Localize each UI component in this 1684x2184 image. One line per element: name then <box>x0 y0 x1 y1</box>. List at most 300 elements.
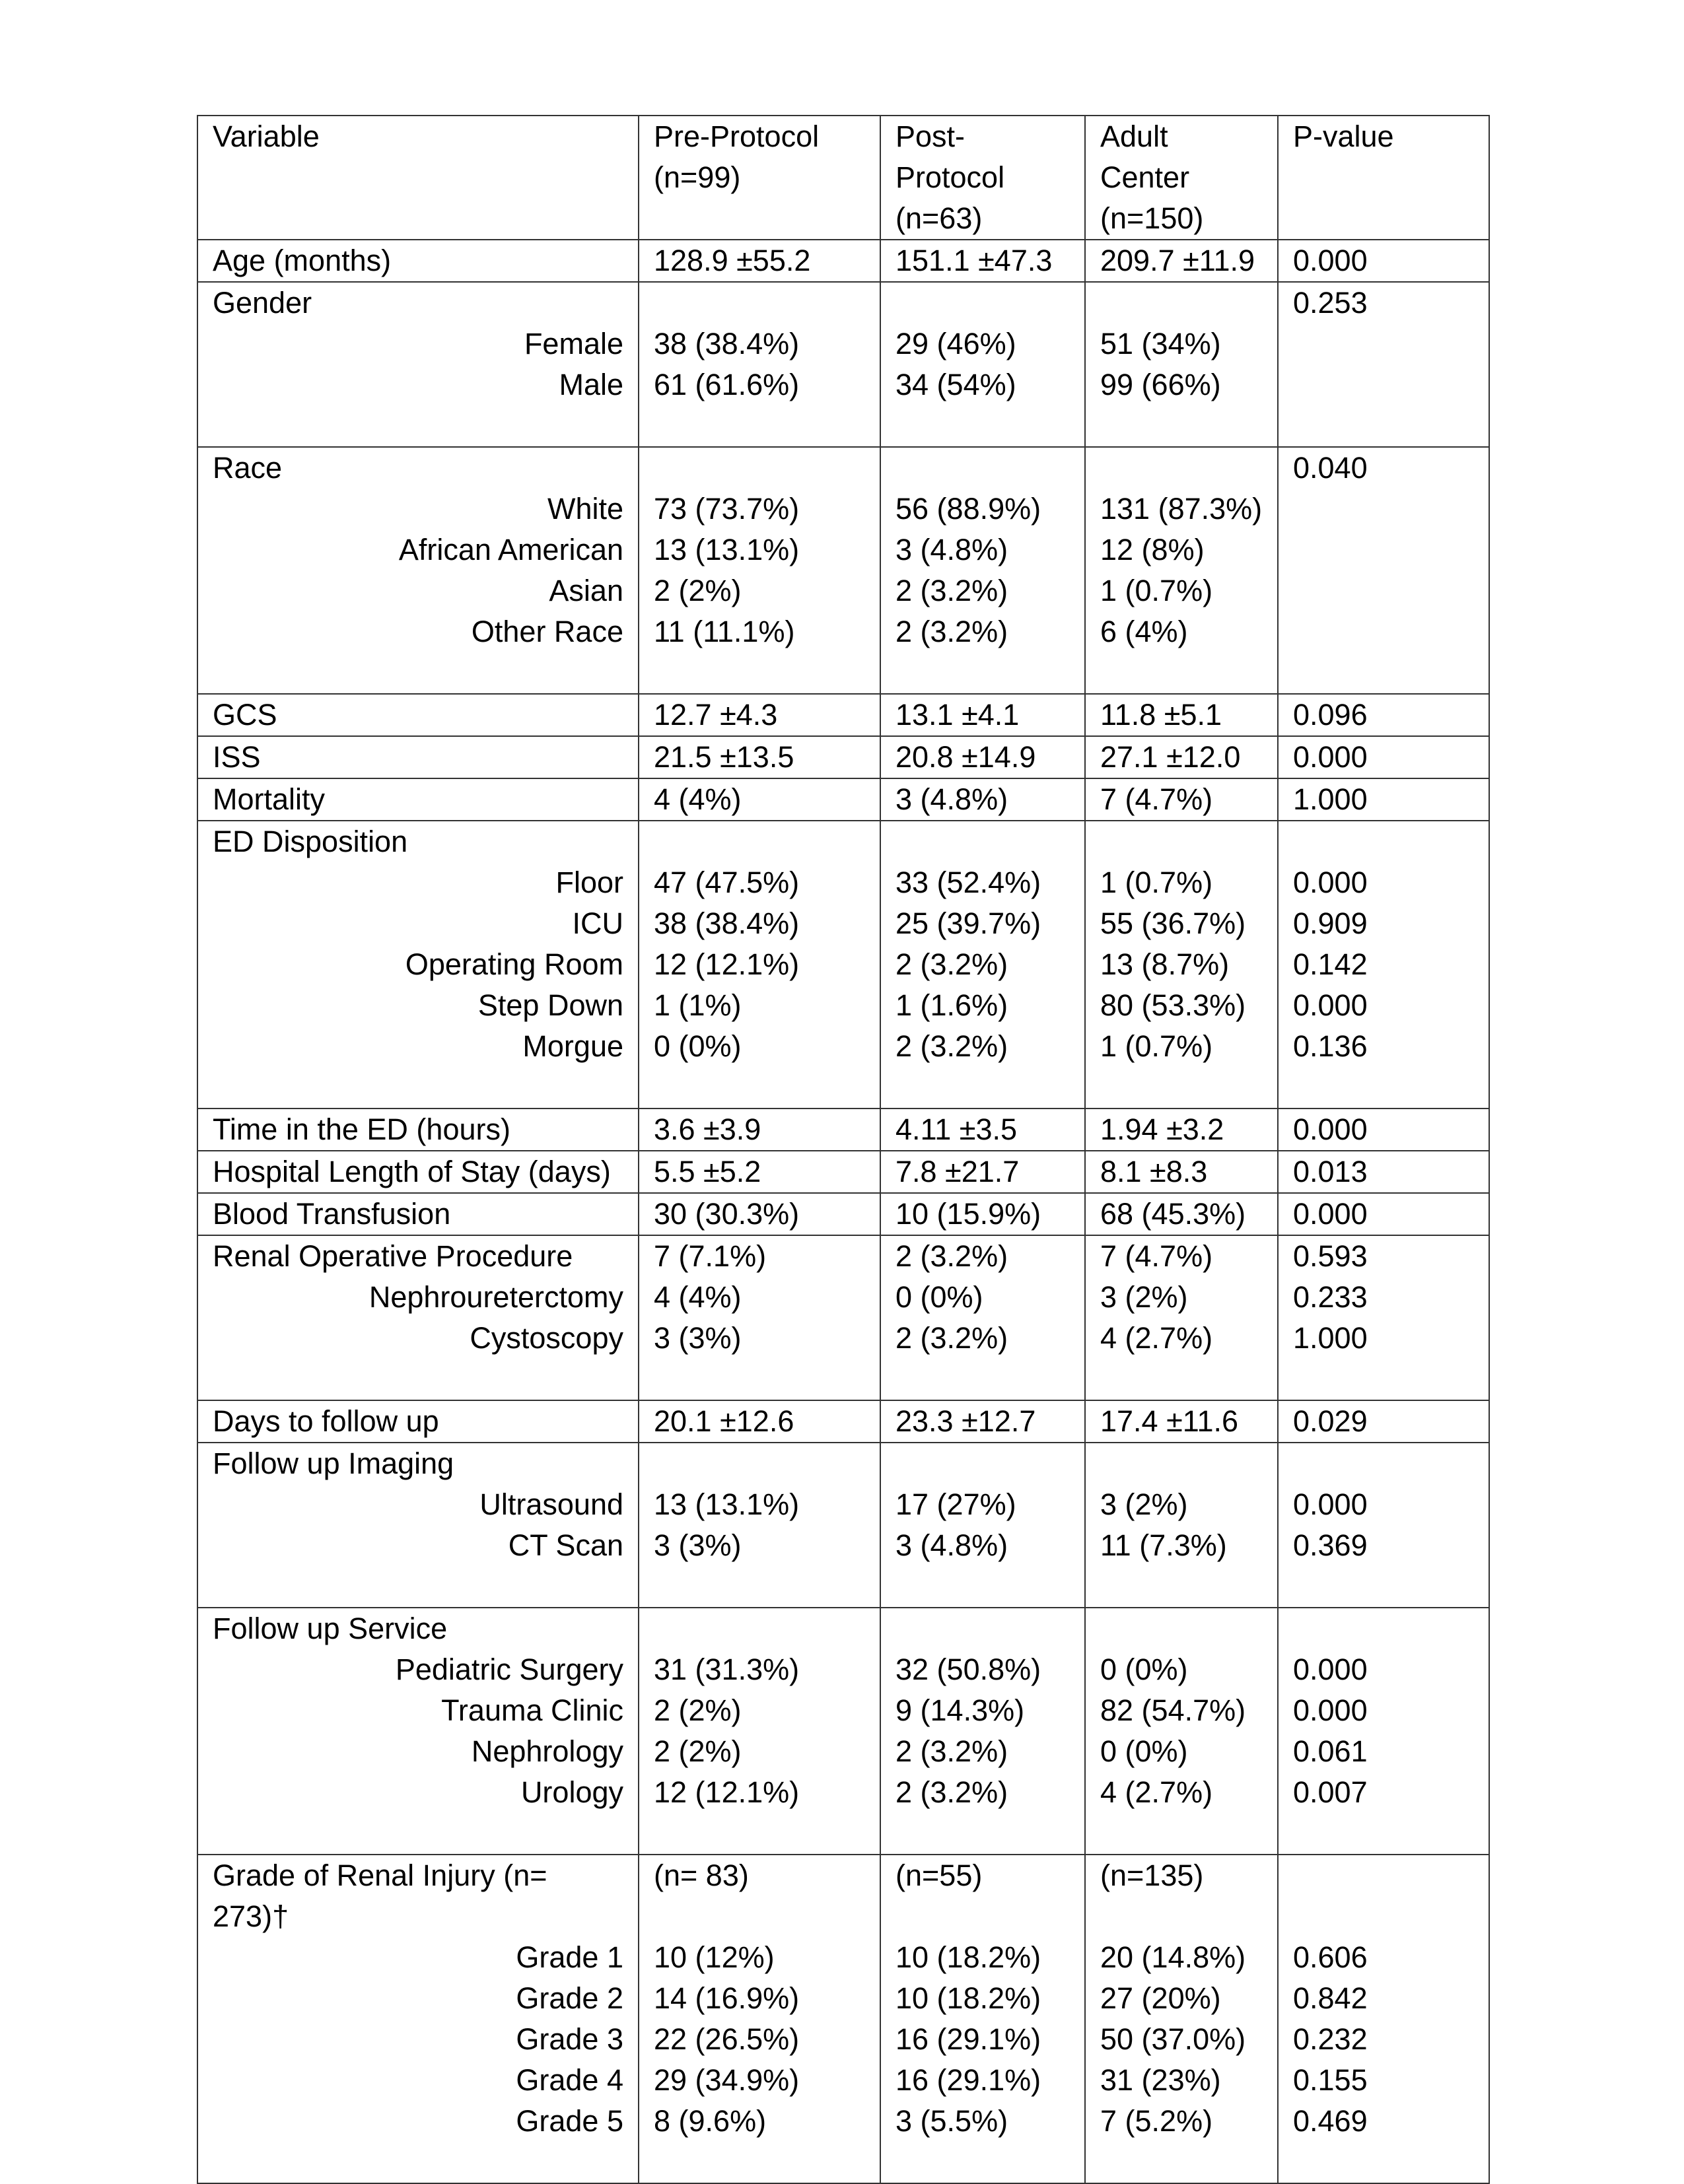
row-value: 0.253 <box>1293 286 1368 320</box>
sub-row-value: 1 (0.7%) <box>1100 866 1213 899</box>
row-value: 12.7 ±4.3 <box>654 698 778 732</box>
row-value <box>654 283 865 324</box>
sub-row-value: 12 (12.1%) <box>654 1775 800 1809</box>
value-cell-p <box>1278 447 1489 694</box>
value-cell-p <box>1278 694 1489 736</box>
sub-row-value: 2 (2%) <box>654 1734 742 1768</box>
sub-row-value <box>1293 364 1474 405</box>
row-value <box>895 1608 1070 1649</box>
sub-row-value: 14 (16.9%) <box>654 1981 800 2015</box>
sub-row-label: Asian <box>549 574 623 607</box>
value-cell-p <box>1278 821 1489 1109</box>
value-cell-p <box>1278 1235 1489 1400</box>
row-label: Days to follow up <box>213 1404 439 1438</box>
sub-row-label: Grade 1 <box>516 1940 623 1974</box>
value-cell-p <box>1278 1109 1489 1151</box>
sub-row-value: 38 (38.4%) <box>654 327 800 360</box>
sub-row-value: 22 (26.5%) <box>654 2022 800 2056</box>
sub-row-value: 1 (0.7%) <box>1100 1029 1213 1063</box>
sub-row-label: Operating Room <box>405 947 623 981</box>
row-label-cell <box>197 447 639 694</box>
row-value <box>1293 821 1474 862</box>
value-cell-adult <box>1085 1608 1278 1855</box>
sub-row-value: 73 (73.7%) <box>654 492 800 526</box>
spacer <box>213 2142 623 2183</box>
sub-row-label: African American <box>398 533 623 566</box>
sub-row-value: 55 (36.7%) <box>1100 906 1246 940</box>
row-value: 2 (3.2%) <box>895 1239 1008 1273</box>
spacer <box>895 1813 1070 1854</box>
sub-row-label: Grade 4 <box>516 2063 623 2097</box>
row-label: Age (months) <box>213 244 392 277</box>
row-value: 3.6 ±3.9 <box>654 1112 761 1146</box>
spacer <box>895 1067 1070 1108</box>
spacer <box>213 1813 623 1854</box>
sub-row-value: 1 (0.7%) <box>1100 574 1213 607</box>
value-cell-pre <box>639 736 880 778</box>
sub-row-value: 0.061 <box>1293 1734 1368 1768</box>
sub-row-value: 2 (3.2%) <box>895 1029 1008 1063</box>
row-label-cell <box>197 1193 639 1235</box>
sub-row-label: Step Down <box>477 988 623 1022</box>
table-row <box>197 1400 1489 1443</box>
value-cell-post <box>880 240 1085 282</box>
sub-row-value: 80 (53.3%) <box>1100 988 1246 1022</box>
sub-row-value <box>1293 611 1474 652</box>
row-value: 27.1 ±12.0 <box>1100 740 1241 774</box>
sub-row-value: 9 (14.3%) <box>895 1693 1025 1727</box>
row-value: 0.013 <box>1293 1155 1368 1188</box>
row-value: (n=135) <box>1100 1859 1204 1892</box>
row-value <box>1100 1608 1263 1649</box>
sub-row-value: 38 (38.4%) <box>654 906 800 940</box>
spacer <box>895 1896 1070 1937</box>
value-cell-pre <box>639 1151 880 1193</box>
spacer <box>213 1067 623 1108</box>
value-cell-post <box>880 1235 1085 1400</box>
spacer <box>1293 1896 1474 1937</box>
spacer <box>895 1566 1070 1607</box>
row-value: 13.1 ±4.1 <box>895 698 1020 732</box>
sub-row-label: Other Race <box>471 615 623 648</box>
row-value <box>654 821 865 862</box>
spacer <box>1100 1359 1263 1400</box>
row-label-cell <box>197 282 639 447</box>
row-value: 11.8 ±5.1 <box>1100 698 1222 732</box>
spacer <box>1293 1359 1474 1400</box>
sub-row-value: 51 (34%) <box>1100 327 1221 360</box>
row-value: 21.5 ±13.5 <box>654 740 794 774</box>
row-value <box>1293 1443 1474 1484</box>
spacer <box>1293 1566 1474 1607</box>
value-cell-adult <box>1085 821 1278 1109</box>
sub-row-value: 50 (37.0%) <box>1100 2022 1246 2056</box>
spacer <box>654 2142 865 2183</box>
sub-row-value: 0 (0%) <box>895 1280 983 1314</box>
sub-row-value <box>1293 570 1474 611</box>
row-value <box>1293 1608 1474 1649</box>
row-label-cell <box>197 1855 639 2183</box>
sub-row-value: 3 (2%) <box>1100 1487 1188 1521</box>
value-cell-post <box>880 447 1085 694</box>
sub-row-value: 13 (13.1%) <box>654 1487 800 1521</box>
spacer <box>213 1566 623 1607</box>
row-value: 68 (45.3%) <box>1100 1197 1246 1231</box>
row-value <box>654 1443 865 1484</box>
sub-row-label: Nephrology <box>471 1734 623 1768</box>
sub-row-value: 27 (20%) <box>1100 1981 1221 2015</box>
row-label-cell <box>197 1235 639 1400</box>
row-value: (n= 83) <box>654 1859 749 1892</box>
sub-row-value: 2 (3.2%) <box>895 1734 1008 1768</box>
row-label-cell <box>197 821 639 1109</box>
sub-row-value: 0.007 <box>1293 1775 1368 1809</box>
sub-row-value: 47 (47.5%) <box>654 866 800 899</box>
row-label: Follow up Service <box>213 1612 448 1645</box>
sub-row-label: White <box>547 492 623 526</box>
sub-row-value <box>1293 529 1474 570</box>
sub-row-value: 0.842 <box>1293 1981 1368 2015</box>
value-cell-post <box>880 282 1085 447</box>
value-cell-p <box>1278 1443 1489 1608</box>
row-label: Gender <box>213 286 312 320</box>
sub-row-value: 0.369 <box>1293 1528 1368 1562</box>
spacer <box>895 652 1070 693</box>
row-label: Renal Operative Procedure <box>213 1239 573 1273</box>
sub-row-label: Grade 5 <box>516 2104 623 2138</box>
row-label: 273)† <box>213 1899 289 1933</box>
table-row <box>197 1855 1489 2183</box>
sub-row-label: Female <box>524 327 623 360</box>
row-label: Follow up Imaging <box>213 1447 454 1480</box>
header-cell <box>639 116 880 240</box>
row-value: 151.1 ±47.3 <box>895 244 1053 277</box>
table-row <box>197 1608 1489 1855</box>
spacer <box>1293 405 1474 446</box>
row-value: 0.000 <box>1293 740 1368 774</box>
sub-row-label: Cystoscopy <box>470 1321 623 1355</box>
sub-row-value: 10 (12%) <box>654 1940 775 1974</box>
header-cell <box>1085 116 1278 240</box>
row-value: 20.8 ±14.9 <box>895 740 1036 774</box>
value-cell-pre <box>639 1443 880 1608</box>
table-row <box>197 694 1489 736</box>
header-cell <box>1278 116 1489 240</box>
data-table <box>197 115 1490 2184</box>
value-cell-adult <box>1085 1400 1278 1443</box>
table-row <box>197 821 1489 1109</box>
sub-row-value: 3 (5.5%) <box>895 2104 1008 2138</box>
sub-row-value: 0.142 <box>1293 947 1368 981</box>
sub-row-value: 2 (3.2%) <box>895 947 1008 981</box>
sub-row-label: Male <box>559 368 623 401</box>
sub-row-label: Grade 3 <box>516 2022 623 2056</box>
value-cell-p <box>1278 1400 1489 1443</box>
sub-row-value: 0 (0%) <box>1100 1653 1188 1686</box>
sub-row-value: 99 (66%) <box>1100 368 1221 401</box>
header-text: P-value <box>1293 119 1394 153</box>
row-value: 0.000 <box>1293 244 1368 277</box>
header-text: Adult <box>1100 119 1168 153</box>
row-value <box>895 448 1070 489</box>
sub-row-value: 20 (14.8%) <box>1100 1940 1246 1974</box>
spacer <box>1293 2142 1474 2183</box>
sub-row-value: 1 (1%) <box>654 988 742 1022</box>
value-cell-adult <box>1085 447 1278 694</box>
spacer <box>1100 1566 1263 1607</box>
row-value: 20.1 ±12.6 <box>654 1404 794 1438</box>
sub-row-value: 4 (2.7%) <box>1100 1321 1213 1355</box>
row-label: ED Disposition <box>213 825 408 858</box>
spacer <box>213 652 623 693</box>
sub-row-value: 25 (39.7%) <box>895 906 1041 940</box>
row-value: 1.000 <box>1293 782 1368 816</box>
table-row <box>197 736 1489 778</box>
row-value <box>1293 1855 1474 1896</box>
value-cell-post <box>880 1400 1085 1443</box>
row-value: 128.9 ±55.2 <box>654 244 811 277</box>
row-label-cell <box>197 694 639 736</box>
row-value <box>895 821 1070 862</box>
value-cell-pre <box>639 1235 880 1400</box>
sub-row-value: 3 (4.8%) <box>895 533 1008 566</box>
sub-row-value: 4 (2.7%) <box>1100 1775 1213 1809</box>
value-cell-p <box>1278 282 1489 447</box>
sub-row-value: 2 (2%) <box>654 574 742 607</box>
value-cell-pre <box>639 1608 880 1855</box>
value-cell-adult <box>1085 1855 1278 2183</box>
sub-row-value: 33 (52.4%) <box>895 866 1041 899</box>
spacer <box>654 1067 865 1108</box>
value-cell-pre <box>639 778 880 821</box>
sub-row-value: 61 (61.6%) <box>654 368 800 401</box>
row-value: 0.096 <box>1293 698 1368 732</box>
row-label: ISS <box>213 740 261 774</box>
spacer <box>895 1359 1070 1400</box>
value-cell-adult <box>1085 736 1278 778</box>
value-cell-pre <box>639 447 880 694</box>
value-cell-post <box>880 736 1085 778</box>
table-row <box>197 1443 1489 1608</box>
header-text: (n=63) <box>895 201 983 235</box>
row-value: 1.94 ±3.2 <box>1100 1112 1224 1146</box>
spacer <box>1100 652 1263 693</box>
row-value: 4.11 ±3.5 <box>895 1112 1017 1146</box>
value-cell-post <box>880 694 1085 736</box>
row-value: 7 (4.7%) <box>1100 1239 1213 1273</box>
sub-row-value: 0.000 <box>1293 1693 1368 1727</box>
sub-row-label: Grade 2 <box>516 1981 623 2015</box>
spacer <box>1100 1813 1263 1854</box>
row-value: 5.5 ±5.2 <box>654 1155 761 1188</box>
spacer <box>213 405 623 446</box>
value-cell-p <box>1278 1151 1489 1193</box>
value-cell-pre <box>639 694 880 736</box>
value-cell-post <box>880 1855 1085 2183</box>
sub-row-value: 29 (46%) <box>895 327 1016 360</box>
header-row <box>197 116 1489 240</box>
sub-row-value: 8 (9.6%) <box>654 2104 767 2138</box>
sub-row-value: 2 (2%) <box>654 1693 742 1727</box>
value-cell-adult <box>1085 778 1278 821</box>
value-cell-adult <box>1085 1443 1278 1608</box>
row-value: 4 (4%) <box>654 782 742 816</box>
sub-row-value: 0.000 <box>1293 988 1368 1022</box>
value-cell-adult <box>1085 1193 1278 1235</box>
spacer <box>654 1359 865 1400</box>
sub-row-value: 2 (3.2%) <box>895 1321 1008 1355</box>
row-label: Time in the ED (hours) <box>213 1112 510 1146</box>
sub-row-value: 13 (13.1%) <box>654 533 800 566</box>
row-value <box>1100 821 1263 862</box>
sub-row-value: 0 (0%) <box>1100 1734 1188 1768</box>
table-row <box>197 778 1489 821</box>
row-value: 7 (4.7%) <box>1100 782 1213 816</box>
table-row <box>197 1193 1489 1235</box>
row-value <box>654 1608 865 1649</box>
sub-row-value: 0.000 <box>1293 1487 1368 1521</box>
header-text: (n=150) <box>1100 201 1204 235</box>
row-value: 0.040 <box>1293 451 1368 485</box>
row-value: 23.3 ±12.7 <box>895 1404 1036 1438</box>
value-cell-p <box>1278 736 1489 778</box>
header-text: (n=99) <box>654 160 741 194</box>
table-row <box>197 1109 1489 1151</box>
row-value <box>1100 1443 1263 1484</box>
header-text: Protocol <box>895 160 1005 194</box>
header-text: Post- <box>895 119 965 153</box>
header-cell <box>880 116 1085 240</box>
sub-row-label: Floor <box>555 866 623 899</box>
sub-row-value: 7 (5.2%) <box>1100 2104 1213 2138</box>
value-cell-adult <box>1085 1109 1278 1151</box>
spacer <box>1293 652 1474 693</box>
row-value: 209.7 ±11.9 <box>1100 244 1255 277</box>
value-cell-pre <box>639 240 880 282</box>
value-cell-p <box>1278 1193 1489 1235</box>
sub-row-label: Urology <box>520 1775 623 1809</box>
row-label-cell <box>197 778 639 821</box>
row-label: Hospital Length of Stay (days) <box>213 1155 611 1188</box>
row-label-cell <box>197 736 639 778</box>
sub-row-value: 0.469 <box>1293 2104 1368 2138</box>
spacer <box>1100 2142 1263 2183</box>
row-label-cell <box>197 1608 639 1855</box>
sub-row-value: 10 (18.2%) <box>895 1981 1041 2015</box>
row-value: 3 (4.8%) <box>895 782 1008 816</box>
sub-row-value: 0.155 <box>1293 2063 1368 2097</box>
row-value: 8.1 ±8.3 <box>1100 1155 1208 1188</box>
spacer <box>1293 1067 1474 1108</box>
row-value: 0.000 <box>1293 1197 1368 1231</box>
value-cell-pre <box>639 1855 880 2183</box>
row-value <box>895 283 1070 324</box>
sub-row-label: Pediatric Surgery <box>395 1653 623 1686</box>
value-cell-post <box>880 1151 1085 1193</box>
spacer <box>1100 1067 1263 1108</box>
sub-row-label: Trauma Clinic <box>441 1693 623 1727</box>
value-cell-adult <box>1085 1151 1278 1193</box>
value-cell-p <box>1278 1608 1489 1855</box>
spacer <box>654 1896 865 1937</box>
row-label-cell <box>197 1400 639 1443</box>
value-cell-post <box>880 1109 1085 1151</box>
sub-row-value: 31 (23%) <box>1100 2063 1221 2097</box>
sub-row-value: 0.000 <box>1293 866 1368 899</box>
row-value: 10 (15.9%) <box>895 1197 1041 1231</box>
sub-row-value: 3 (4.8%) <box>895 1528 1008 1562</box>
spacer <box>654 1566 865 1607</box>
value-cell-adult <box>1085 282 1278 447</box>
value-cell-p <box>1278 1855 1489 2183</box>
header-cell <box>197 116 639 240</box>
spacer <box>1100 1896 1263 1937</box>
value-cell-p <box>1278 778 1489 821</box>
value-cell-adult <box>1085 1235 1278 1400</box>
spacer <box>1100 405 1263 446</box>
row-value: 17.4 ±11.6 <box>1100 1404 1239 1438</box>
value-cell-post <box>880 1443 1085 1608</box>
table-row <box>197 447 1489 694</box>
spacer <box>654 652 865 693</box>
sub-row-value: 34 (54%) <box>895 368 1016 401</box>
row-value <box>654 448 865 489</box>
value-cell-pre <box>639 821 880 1109</box>
sub-row-value: 2 (3.2%) <box>895 1775 1008 1809</box>
row-value: 30 (30.3%) <box>654 1197 800 1231</box>
spacer <box>213 1359 623 1400</box>
row-label: Blood Transfusion <box>213 1197 451 1231</box>
header-text: Variable <box>213 119 320 153</box>
sub-row-value: 6 (4%) <box>1100 615 1188 648</box>
sub-row-value: 12 (12.1%) <box>654 947 800 981</box>
row-value: 7 (7.1%) <box>654 1239 767 1273</box>
value-cell-pre <box>639 1109 880 1151</box>
sub-row-value: 16 (29.1%) <box>895 2022 1041 2056</box>
row-label-cell <box>197 240 639 282</box>
sub-row-value: 0 (0%) <box>654 1029 742 1063</box>
sub-row-value: 0.909 <box>1293 906 1368 940</box>
value-cell-post <box>880 778 1085 821</box>
sub-row-value: 2 (3.2%) <box>895 615 1008 648</box>
sub-row-value <box>1293 324 1474 364</box>
row-value: 7.8 ±21.7 <box>895 1155 1020 1188</box>
sub-row-value: 10 (18.2%) <box>895 1940 1041 1974</box>
row-label-cell <box>197 1443 639 1608</box>
spacer <box>1293 1813 1474 1854</box>
sub-row-value: 11 (7.3%) <box>1100 1528 1227 1562</box>
table-row <box>197 1235 1489 1400</box>
sub-row-value: 4 (4%) <box>654 1280 742 1314</box>
sub-row-value: 56 (88.9%) <box>895 492 1041 526</box>
sub-row-value: 0.136 <box>1293 1029 1368 1063</box>
sub-row-value: 131 (87.3%) <box>1100 492 1263 526</box>
sub-row-value: 0.000 <box>1293 1653 1368 1686</box>
row-label-cell <box>197 1109 639 1151</box>
sub-row-value: 29 (34.9%) <box>654 2063 800 2097</box>
sub-row-value: 17 (27%) <box>895 1487 1016 1521</box>
row-label: GCS <box>213 698 277 732</box>
row-value <box>1100 448 1263 489</box>
row-label: Grade of Renal Injury (n= <box>213 1859 547 1892</box>
header-text: Pre-Protocol <box>654 119 820 153</box>
sub-row-value: 16 (29.1%) <box>895 2063 1041 2097</box>
sub-row-value: 3 (3%) <box>654 1321 742 1355</box>
row-value <box>895 1443 1070 1484</box>
table-row <box>197 240 1489 282</box>
spacer <box>654 405 865 446</box>
value-cell-pre <box>639 1193 880 1235</box>
